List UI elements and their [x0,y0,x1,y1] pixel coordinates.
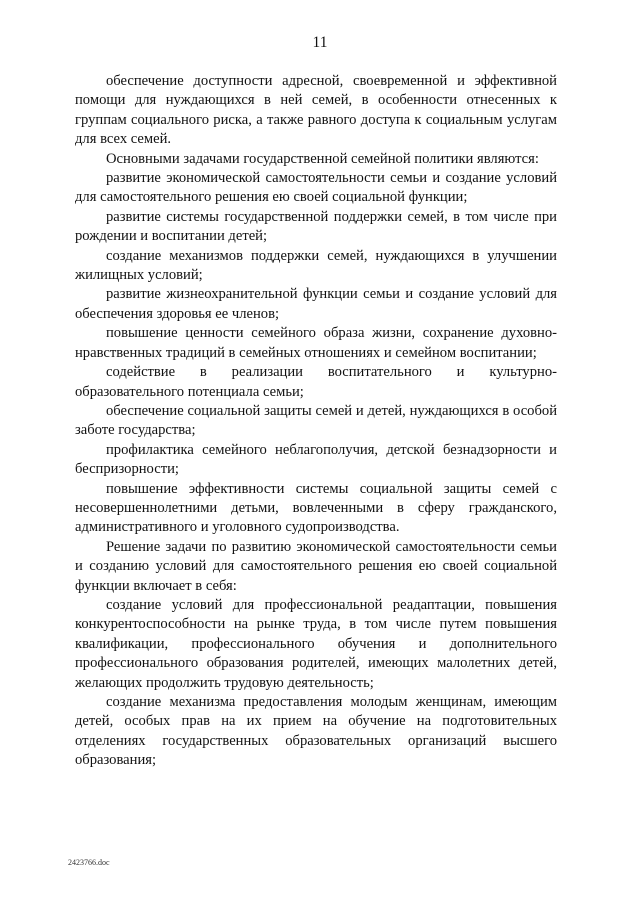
page-number: 11 [312,34,328,51]
paragraph-4: развитие системы государственной поддержки семей, в том числе при рождении и воспитании детей; [75,208,557,245]
paragraph-1: обеспечение доступности адресной, своевременной и эффективной помощи для нуждающихся в ней семей, в особенности отнесенных к группам социального риска, а также равного доступа к социальным услугам для всех семей. [75,73,557,148]
paragraph-9: обеспечение социальной защиты семей и детей, нуждающихся в особой заботе государства; [75,402,557,439]
document-body [75,72,557,771]
paragraph-3: развитие экономической самостоятельности семьи и создание условий для самостоятельного решения ею своей социальной функции; [75,170,557,206]
paragraph-10: профилактика семейного неблагополучия, детской безнадзорности и беспризорности; [75,441,557,478]
paragraph-11: повышение эффективности системы социальной защиты семей с несовершеннолетними детьми, вовлеченными в сферу гражданского, административного и уголовного судопроизводства. [75,480,557,536]
paragraph-5: создание механизмов поддержки семей, нуждающихся в улучшении жилищных условий; [75,247,557,284]
paragraph-6: развитие жизнеохранительной функции семьи и создание условий для обеспечения здоровья ее членов; [75,286,557,322]
paragraph-12: Решение задачи по развитию экономической самостоятельности семьи и созданию условий для самостоятельного решения ею своей социальной функции включает в себя: [75,538,557,594]
paragraph-13: создание условий для профессиональной реадаптации, повышения конкурентоспособности на рынке труда, в том числе путем повышения квалификации, профессионального обучения и дополнительного профессионального образования родителей, имеющих малолетних детей, желающих продолжить трудовую деятельность; [75,596,557,691]
document-footer-filename: 2423766.doc [68,858,110,867]
paragraph-14: создание механизма предоставления молодым женщинам, имеющим детей, особых прав на их прием на обучение на подготовительных отделениях государственных образовательных организаций высшего образования; [75,694,557,769]
paragraph-7: повышение ценности семейного образа жизни, сохранение духовно-нравственных традиций в семейных отношениях и семейном воспитании; [75,325,557,361]
paragraph-8: содействие в реализации воспитательного и культурно-образовательного потенциала семьи; [75,364,557,400]
paragraph-2: Основными задачами государственной семейной политики являются: [106,150,539,167]
